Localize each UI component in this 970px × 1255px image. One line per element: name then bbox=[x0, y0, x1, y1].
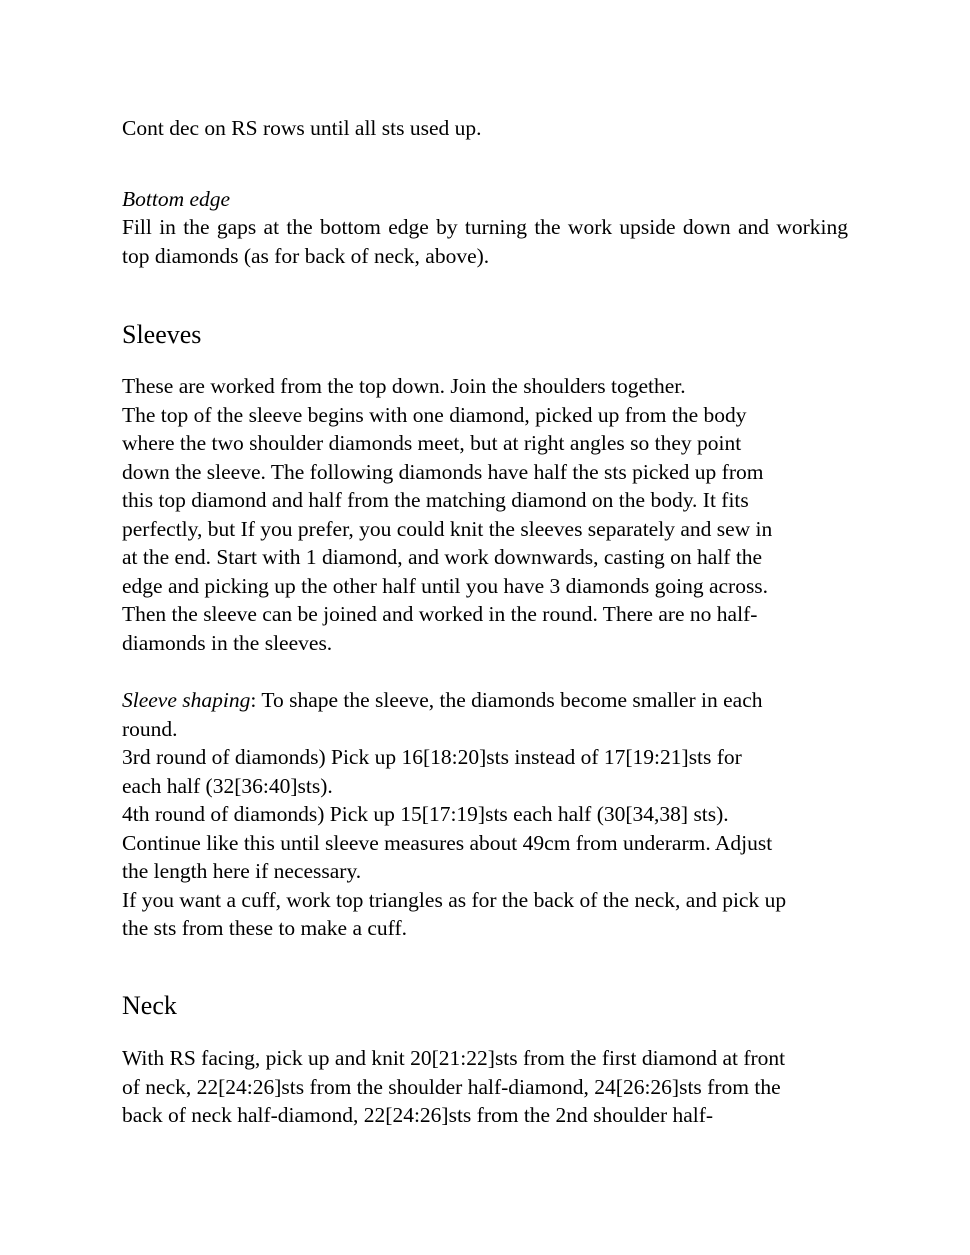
sleeve-shaping-line: the sts from these to make a cuff. bbox=[122, 916, 407, 940]
sleeves-line: at the end. Start with 1 diamond, and work downwards, casting on half the bbox=[122, 545, 763, 569]
sleeves-line: this top diamond and half from the matching diamond on the body. It fits bbox=[122, 488, 749, 512]
sleeve-shaping-first-line bbox=[122, 686, 848, 715]
neck-line: back of neck half-diamond, 22[24:26]sts from the 2nd shoulder half- bbox=[122, 1103, 714, 1127]
sleeve-shaping-line: each half (32[36:40]sts). bbox=[122, 773, 333, 798]
sleeve-shaping-line: If you want a cuff, work top triangles as for the back of the neck, and pick up bbox=[122, 887, 787, 912]
sleeve-shaping-line: the length here if necessary. bbox=[122, 859, 362, 883]
sleeve-shaping-paragraph bbox=[122, 686, 848, 943]
sleeve-shaping-label: Sleeve shaping bbox=[122, 688, 251, 712]
sleeve-shaping-first-line-text: : To shape the sleeve, the diamonds become smaller in each bbox=[250, 688, 763, 712]
sleeve-shaping-line: 3rd round of diamonds) Pick up 16[18:20]sts instead of 17[19:21]sts for bbox=[122, 745, 742, 769]
sleeve-shaping-line: Continue like this until sleeve measures about 49cm from underarm. Adjust bbox=[122, 830, 773, 855]
intro-paragraph: Cont dec on RS rows until all sts used up. bbox=[122, 116, 482, 140]
sleeves-line: The top of the sleeve begins with one diamond, picked up from the body bbox=[122, 402, 747, 427]
sleeves-line: These are worked from the top down. Join the shoulders together. bbox=[122, 374, 686, 398]
sleeves-line: Then the sleeve can be joined and worked in the round. There are no half- bbox=[122, 602, 758, 626]
sleeves-line: down the sleeve. The following diamonds have half the sts picked up from bbox=[122, 459, 764, 484]
bottom-edge-title: Bottom edge bbox=[122, 187, 231, 211]
sleeves-heading: Sleeves bbox=[122, 320, 202, 349]
sleeve-shaping-line: round. bbox=[122, 716, 178, 741]
bottom-edge-paragraph: Fill in the gaps at the bottom edge by turning the work upside down and working top diamonds (as for back of neck, above). bbox=[122, 215, 848, 268]
sleeves-line: edge and picking up the other half until you have 3 diamonds going across. bbox=[122, 573, 769, 598]
sleeves-line: where the two shoulder diamonds meet, but at right angles so they point bbox=[122, 431, 742, 455]
neck-line: of neck, 22[24:26]sts from the shoulder half-diamond, 24[26:26]sts from the bbox=[122, 1074, 781, 1099]
neck-line: With RS facing, pick up and knit 20[21:22]sts from the first diamond at front bbox=[122, 1046, 786, 1070]
sleeves-paragraph bbox=[122, 372, 848, 657]
sleeves-line: diamonds in the sleeves. bbox=[122, 630, 333, 655]
sleeve-shaping-line: 4th round of diamonds) Pick up 15[17:19]sts each half (30[34,38] sts). bbox=[122, 802, 729, 826]
neck-paragraph bbox=[122, 1044, 848, 1130]
neck-heading: Neck bbox=[122, 991, 177, 1020]
sleeves-line: perfectly, but If you prefer, you could knit the sleeves separately and sew in bbox=[122, 516, 773, 541]
